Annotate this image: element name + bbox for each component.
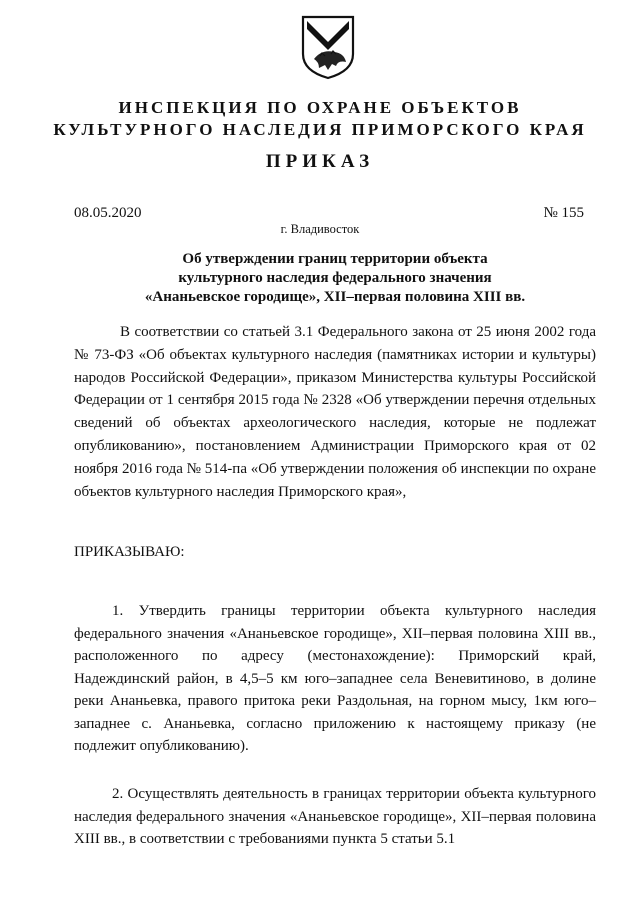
primorsky-krai-coat-of-arms-icon <box>300 14 356 80</box>
document-city: г. Владивосток <box>280 222 360 236</box>
title-line: культурного наследия федерального значения <box>178 270 492 286</box>
title-line: «Ананьевское городище», XII–первая половина XIII вв. <box>144 289 526 305</box>
organization-name-line1: ИНСПЕКЦИЯ ПО ОХРАНЕ ОБЪЕКТОВ <box>118 98 522 117</box>
document-type: ПРИКАЗ <box>265 151 375 172</box>
document-number: № 155 <box>543 205 584 221</box>
organization-name-line2: КУЛЬТУРНОГО НАСЛЕДИЯ ПРИМОРСКОГО КРАЯ <box>53 120 587 139</box>
order-heading: ПРИКАЗЫВАЮ: <box>74 544 185 560</box>
title-line: Об утверждении границ территории объекта <box>182 251 488 267</box>
order-item-2: 2. Осуществлять деятельность в границах территории объекта культурного наследия федерального значения «Ананьевское городище», XII–первая половина XIII вв., в соответствии с требованиями пункта 5 статьи 5.1 <box>74 786 596 847</box>
document-date: 08.05.2020 <box>74 205 142 221</box>
order-item-1: 1. Утвердить границы территории объекта культурного наследия федерального значения «Ананьевское городище», XII–первая половина XIII вв., расположенного по адресу (местонахождение): Приморский край, Надеждинский район, в 4,5–5 км юго–западнее села Веневитиново, в долине реки Ананьевка, правого притока реки Раздольная, на горном мысу, 1км юго–западнее с. Ананьевка, согласно приложению к настоящему приказу (не подлежит опубликованию). <box>74 603 596 754</box>
document-title <box>70 250 600 307</box>
preamble-paragraph: В соответствии со статьей 3.1 Федерального закона от 25 июня 2002 года № 73-ФЗ «Об объектах культурного наследия (памятниках истории и культуры) народов Российской Федерации», приказом Министерства культуры Российской Федерации от 1 сентября 2015 года № 2328 «Об утверждении перечня отдельных сведений об объектах археологического наследия, которые не подлежат опубликованию», постановлением Администрации Приморского края от 02 ноября 2016 года № 514-па «Об утверждении положения об инспекции по охране объектов культурного наследия Приморского края», <box>74 324 596 500</box>
